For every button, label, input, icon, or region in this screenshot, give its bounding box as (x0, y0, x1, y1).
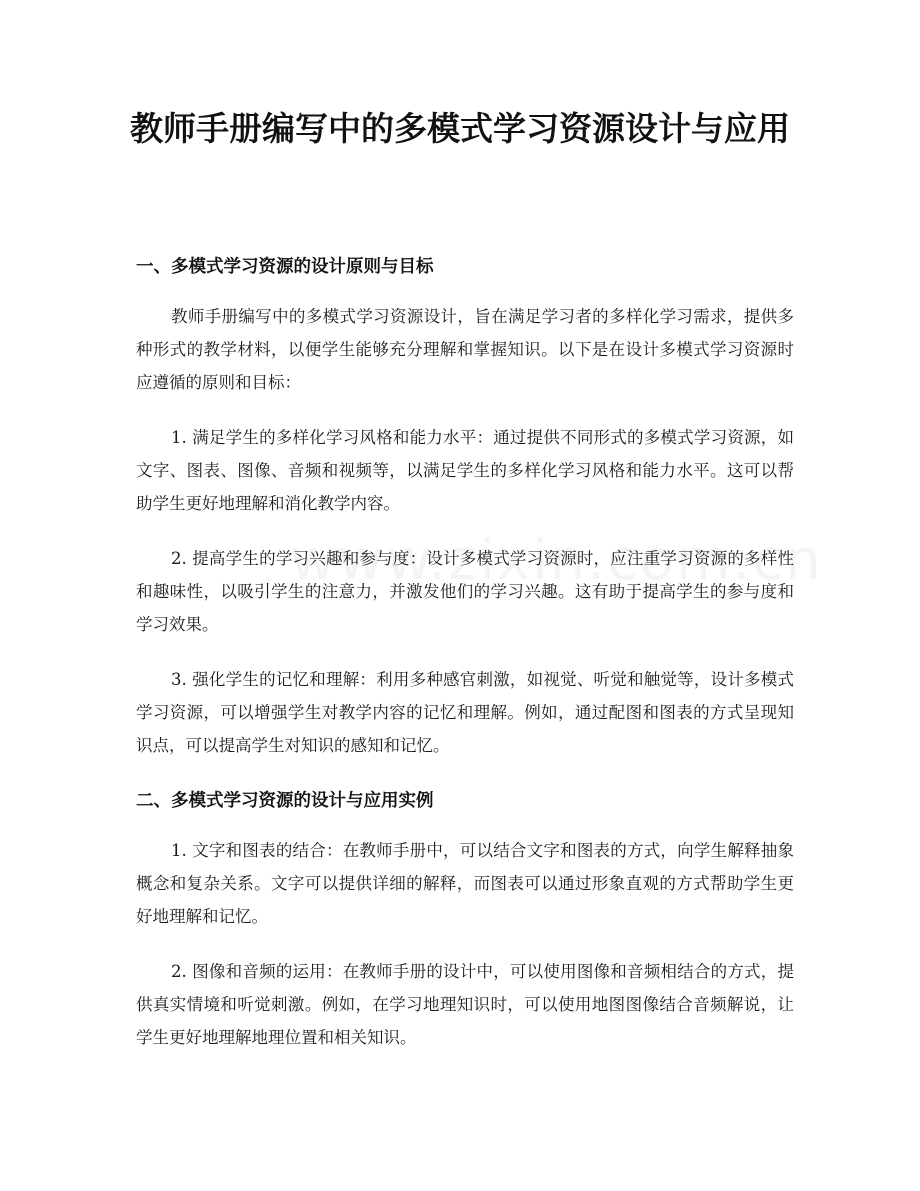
list-item: 2. 图像和音频的运用：在教师手册的设计中，可以使用图像和音频相结合的方式，提供真实情境和听觉刺激。例如，在学习地理知识时，可以使用地图图像结合音频解说，让学生更好地理解地理位置和相关知识。 (136, 962, 794, 1047)
list-item: 1. 文字和图表的结合：在教师手册中，可以结合文字和图表的方式，向学生解释抽象概念和复杂关系。文字可以提供详细的解释，而图表可以通过形象直观的方式帮助学生更好地理解和记忆。 (136, 841, 794, 926)
paragraph: 教师手册编写中的多模式学习资源设计，旨在满足学习者的多样化学习需求，提供多种形式的教学材料，以便学生能够充分理解和掌握知识。以下是在设计多模式学习资源时应遵循的原则和目标： (136, 307, 794, 392)
section-heading-2: 二、多模式学习资源的设计与应用实例 (136, 791, 434, 811)
list-item: 1. 满足学生的多样化学习风格和能力水平：通过提供不同形式的多模式学习资源，如文字、图表、图像、音频和视频等，以满足学生的多样化学习风格和能力水平。这可以帮助学生更好地理解和消化教学内容。 (136, 428, 794, 513)
list-item: 3. 强化学生的记忆和理解：利用多种感官刺激，如视觉、听觉和触觉等，设计多模式学习资源，可以增强学生对教学内容的记忆和理解。例如，通过配图和图表的方式呈现知识点，可以提高学生对知识的感知和记忆。 (136, 670, 794, 755)
page-title: 教师手册编写中的多模式学习资源设计与应用 (130, 109, 790, 148)
list-item: 2. 提高学生的学习兴趣和参与度：设计多模式学习资源时，应注重学习资源的多样性和趣味性，以吸引学生的注意力，并激发他们的学习兴趣。这有助于提高学生的参与度和学习效果。 (136, 549, 794, 634)
section-heading-1: 一、多模式学习资源的设计原则与目标 (136, 257, 434, 277)
